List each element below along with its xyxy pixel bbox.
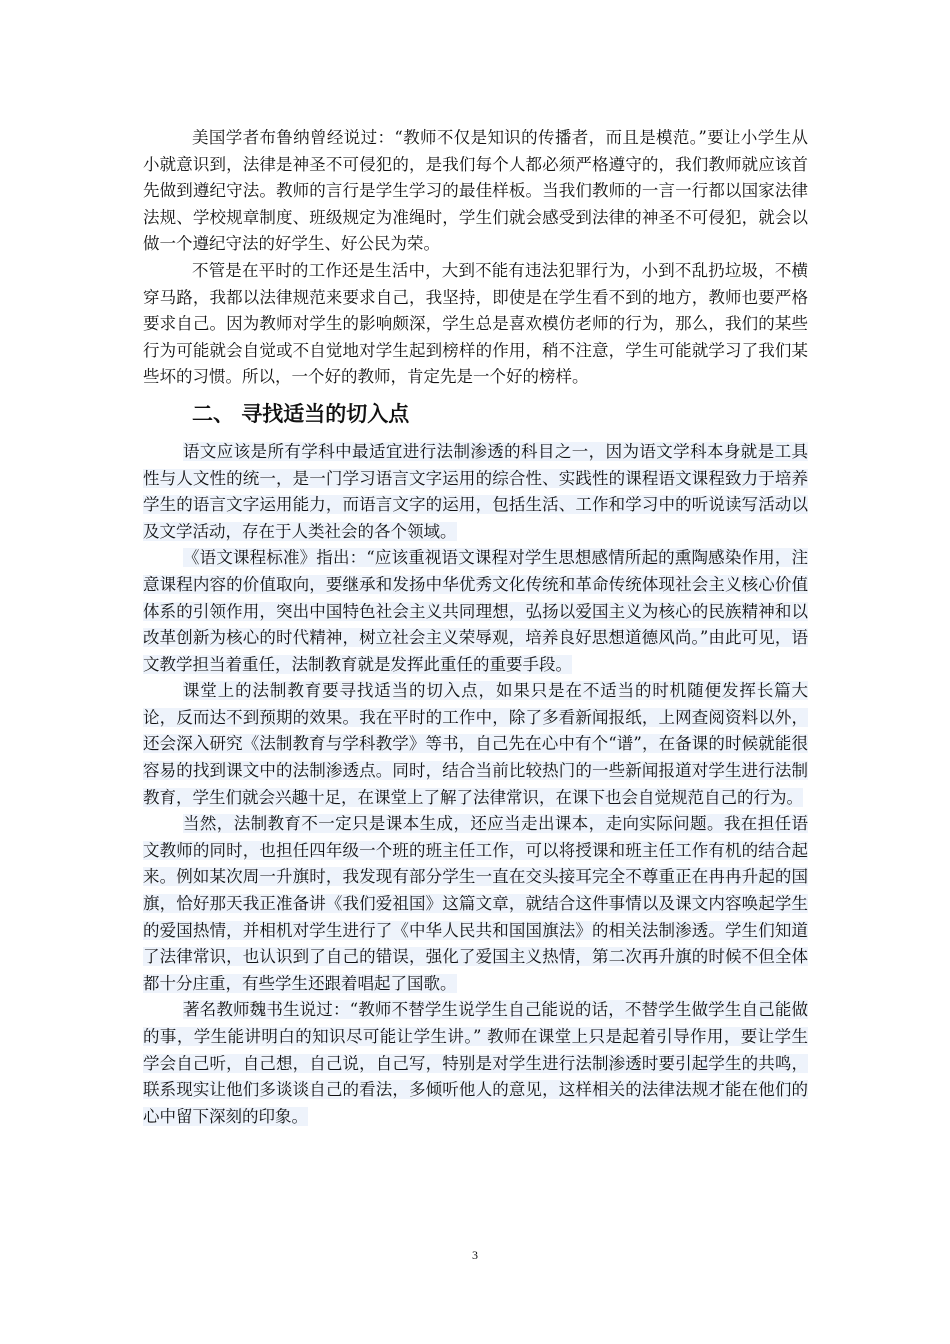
paragraph-text: 著名教师魏书生说过：“教师不替学生说学生自己能说的话，不替学生做学生自己能做的事，学生能讲明白的知识尽可能让学生讲。” 教师在课堂上只是起着引导作用，要让学生学会自己听，自己想，自己说，自己写，特别是对学生进行法制渗透时要引起学生的共鸣，联系现实让他们多谈谈自己的看法，多倾听他人的意见，这样相关的法律法规才能在他们的心中留下深刻的印象。 (143, 1000, 808, 1126)
paragraph-text: 《语文课程标准》指出：“应该重视语文课程对学生思想感情所起的熏陶感染作用，注意课程内容的价值取向，要继承和发扬中华优秀文化传统和革命传统体现社会主义核心价值体系的引领作用，突出中国特色社会主义共同理想，弘扬以爱国主义为核心的民族精神和以改革创新为核心的时代精神，树立社会主义荣辱观，培养良好思想道德风尚。”由此可见，语文教学担当着重任，法制教育就是发挥此重任的重要手段。 (143, 548, 808, 674)
paragraph (143, 439, 808, 545)
paragraph (143, 811, 808, 997)
paragraph: 不管是在平时的工作还是生活中，大到不能有违法犯罪行为，小到不乱扔垃圾，不横穿马路，我都以法律规范来要求自己，我坚持，即使是在学生看不到的地方，教师也要严格要求自己。因为教师对学生的影响颇深，学生总是喜欢模仿老师的行为，那么，我们的某些行为可能就会自觉或不自觉地对学生起到榜样的作用，稍不注意，学生可能就学习了我们某些坏的习惯。所以，一个好的教师，肯定先是一个好的榜样。 (143, 260, 808, 387)
paragraph-text: 当然，法制教育不一定只是课本生成，还应当走出课本，走向实际问题。我在担任语文教师的同时，也担任四年级一个班的班主任工作，可以将授课和班主任工作有机的结合起来。例如某次周一升旗时，我发现有部分学生一直在交头接耳完全不尊重正在冉冉升起的国旗，恰好那天我正准备讲《我们爱祖国》这篇文章，就结合这件事情以及课文内容唤起学生的爱国热情，并相机对学生进行了《中华人民共和国国旗法》的相关法制渗透。学生们知道了法律常识，也认识到了自己的错误，强化了爱国主义热情，第二次再升旗的时候不但全体都十分庄重，有些学生还跟着唱起了国歌。 (143, 814, 808, 993)
page-body (143, 125, 808, 1130)
section-heading: 二、 寻找适当的切入点 (192, 401, 410, 426)
page-number: 3 (472, 1248, 478, 1262)
paragraph-text: 课堂上的法制教育要寻找适当的切入点，如果只是在不适当的时机随便发挥长篇大论，反而达不到预期的效果。我在平时的工作中，除了多看新闻报纸，上网查阅资料以外，还会深入研究《法制教育与学科教学》等书，自己先在心中有个“谱”，在备课的时候就能很容易的找到课文中的法制渗透点。同时，结合当前比较热门的一些新闻报道对学生进行法制教育，学生们就会兴趣十足，在课堂上了解了法律常识，在课下也会自觉规范自己的行为。 (143, 681, 808, 807)
paragraph (143, 678, 808, 811)
paragraph (143, 997, 808, 1130)
paragraph-text: 语文应该是所有学科中最适宜进行法制渗透的科目之一，因为语文学科本身就是工具性与人文性的统一，是一门学习语言文字运用的综合性、实践性的课程语文课程致力于培养学生的语言文字运用能力，而语言文字的运用，包括生活、工作和学习中的听说读写活动以及文学活动，存在于人类社会的各个领域。 (143, 441, 808, 541)
paragraph (143, 545, 808, 678)
paragraph: 美国学者布鲁纳曾经说过：“教师不仅是知识的传播者，而且是模范。”要让小学生从小就意识到，法律是神圣不可侵犯的，是我们每个人都必须严格遵守的，我们教师就应该首先做到遵纪守法。教师的言行是学生学习的最佳样板。当我们教师的一言一行都以国家法律法规、学校规章制度、班级规定为准绳时，学生们就会感受到法律的神圣不可侵犯，就会以做一个遵纪守法的好学生、好公民为荣。 (143, 128, 808, 254)
